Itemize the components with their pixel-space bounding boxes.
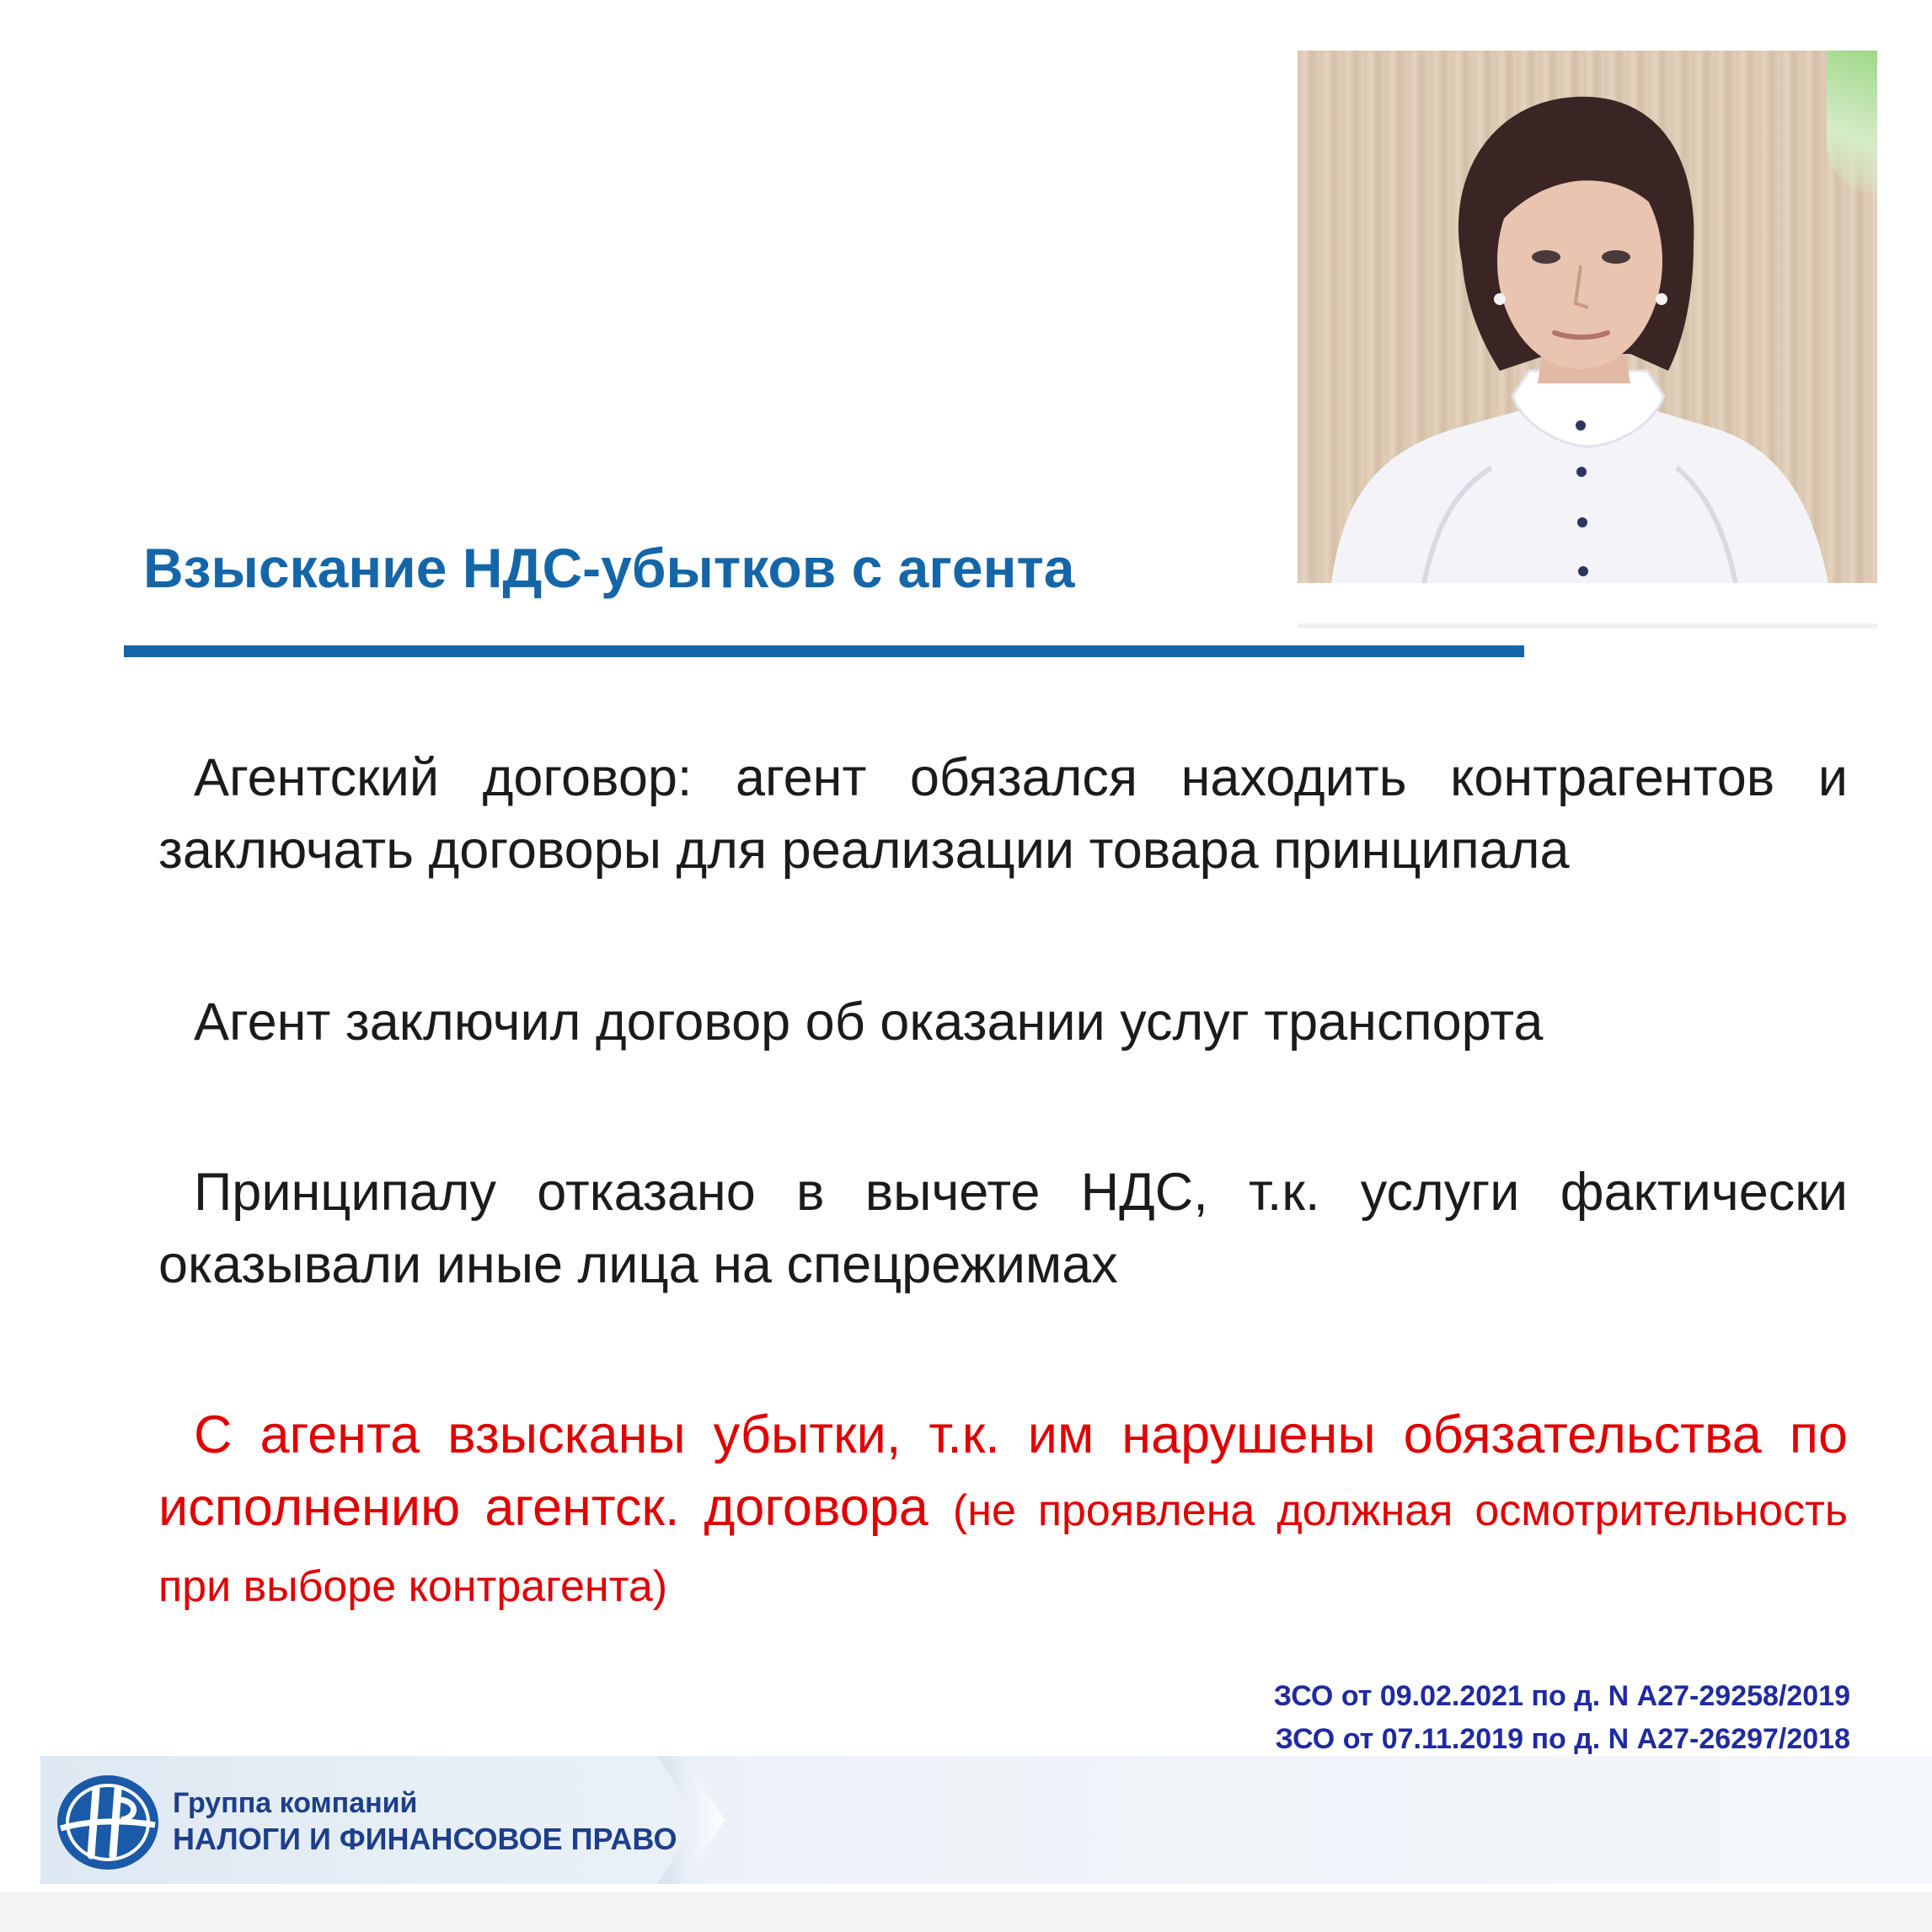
paragraph-agency-contract xyxy=(158,741,1848,886)
video-bottom-strip xyxy=(1298,623,1877,629)
company-name xyxy=(173,1786,677,1859)
slide-title: Взыскание НДС-убытков с агента xyxy=(143,537,1075,599)
paragraph-vat-denied xyxy=(158,1156,1848,1301)
paragraph-losses-recovered xyxy=(158,1399,1848,1623)
title-underline xyxy=(124,645,1524,657)
paragraph-text: Агент заключил договор об оказании услуг транспорта xyxy=(194,993,1544,1052)
bottom-bar xyxy=(0,1892,1932,1932)
paragraph-text: Агентский договор: агент обязался находить контрагентов и заключать договоры для реализации товара принципала xyxy=(158,748,1848,880)
company-line-2: НАЛОГИ И ФИНАНСОВОЕ ПРАВО xyxy=(173,1822,677,1856)
company-line-1: Группа компаний xyxy=(173,1787,418,1819)
paragraph-transport-contract xyxy=(158,986,1848,1058)
presenter-video-feed-icon xyxy=(1298,51,1877,583)
highlight-note: (не проявлена должная осмотрительность при выборе контрагента) xyxy=(158,1486,1848,1611)
highlight-text: С агента взысканы убытки, т.к. им нарушены обязательства по исполнению агентск. договора xyxy=(158,1405,1848,1537)
reference-2: ЗСО от 07.11.2019 по д. N А27-26297/2018 xyxy=(1275,1723,1850,1755)
paragraph-text: Принципалу отказано в вычете НДС, т.к. услуги фактически оказывали иные лица на спецрежимах xyxy=(158,1163,1848,1294)
reference-1: ЗСО от 09.02.2021 по д. N А27-29258/2019 xyxy=(1273,1680,1850,1712)
nfp-logo-icon xyxy=(56,1773,160,1872)
presenter-video xyxy=(1298,51,1877,583)
